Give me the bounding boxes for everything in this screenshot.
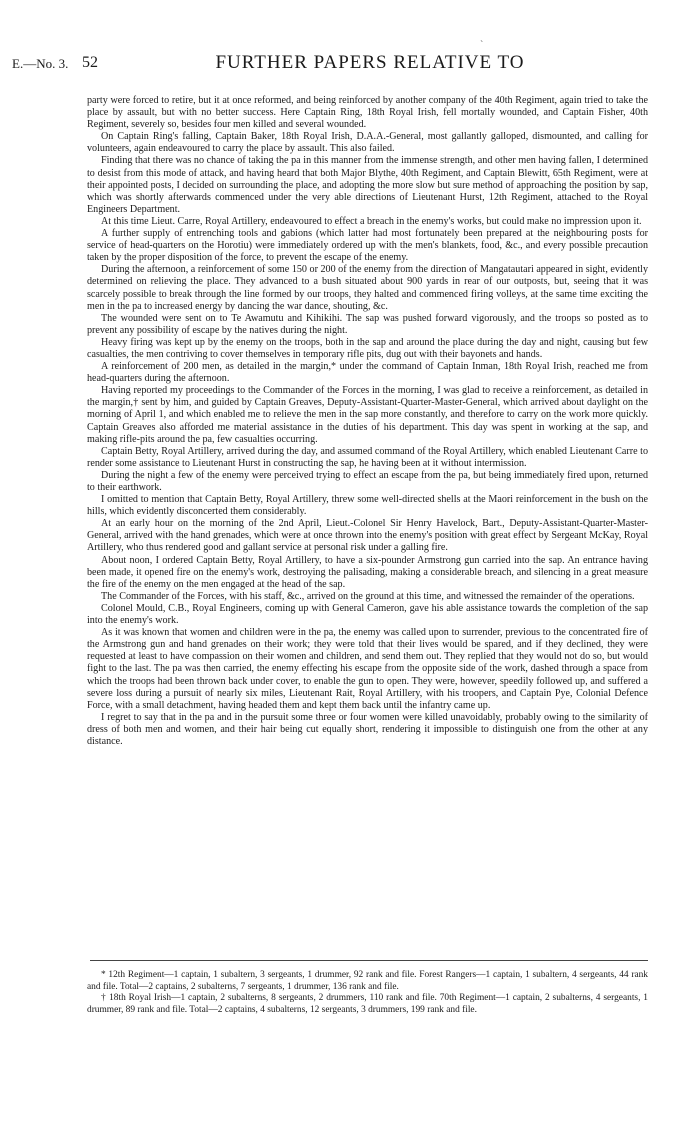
running-title: FURTHER PAPERS RELATIVE TO (215, 52, 525, 73)
paragraph: party were forced to retire, but it at once reformed, and being reinforced by another company of the 40th Regiment, again tried to take the place by assault, but with no better success. Here Captain Ring, 18th Royal Irish, fell mortally wounded, and Captain Fisher, 40th Regiment, severely so, besides four men killed and several wounded. (87, 95, 648, 131)
paragraph: I regret to say that in the pa and in the pursuit some three or four women were killed unavoidably, probably owing to the similarity of dress of both men and women, and their hair being cut equally short, rendering it impossible to distinguish one from the other at any distance. (87, 711, 648, 747)
paragraph: Finding that there was no chance of taking the pa in this manner from the immense strength, and other men having fallen, I determined to desist from this mode of attack, and having heard that both Major Blythe, 40th Regiment, and Captain Blewitt, 65th Regiment, were at their appointed posts, I decided on surrounding the place, and adopting the more slow but sure method of approaching the position by sap, which was shortly afterwards commenced under the very able directions of Lieutenant Hurst, 12th Regiment, attached to the Royal Engineers Department. (87, 155, 648, 215)
page-number: 52 (82, 54, 98, 71)
paragraph: The Commander of the Forces, with his staff, &c., arrived on the ground at this time, and witnessed the remainder of the operations. (101, 590, 635, 602)
document-reference: E.—No. 3. (12, 56, 69, 71)
paragraph: Having reported my proceedings to the Commander of the Forces in the morning, I was glad to receive a reinforcement, as detailed in the margin,† sent by him, and guided by Captain Greaves, Deputy-Assistant-Quarter-Master-General, which arrived about daylight on the morning of April 1, and which enabled me to relieve the men in the sap more constantly, and therefore to carry on the work more quickly. Captain Greaves also afforded me material assistance in the duties of his department. This day was spent in working at the sap, and making rifle-pits around the pa, few casualties occurring. (87, 385, 648, 445)
footnote: † 18th Royal Irish—1 captain, 2 subalterns, 8 sergeants, 2 drummers, 110 rank and file. 70th Regiment—1 captain, 2 subalterns, 4 sergeants, 1 drummer, 89 rank and file. Total—2 captains, 4 subalterns, 12 sergeants, 3 drummers, 199 rank and file. (87, 993, 648, 1015)
paragraph: During the night a few of the enemy were perceived trying to effect an escape from the pa, but being immediately fired upon, returned to their earthwork. (87, 469, 648, 493)
paragraph: A reinforcement of 200 men, as detailed in the margin,* under the command of Captain Inman, 18th Royal Irish, reached me from head-quarters during the afternoon. (87, 361, 648, 385)
footnotes (87, 970, 648, 1016)
page-header (0, 52, 700, 76)
paragraph: Heavy firing was kept up by the enemy on the troops, both in the sap and around the place during the day and night, causing but few casualties, the men contriving to cover themselves in temporary rifle pits, dug out with their bayonets and hands. (87, 336, 648, 360)
footnote-divider (90, 960, 648, 961)
margin-mark: ` (480, 40, 484, 51)
footnote: * 12th Regiment—1 captain, 1 subaltern, 3 sergeants, 1 drummer, 92 rank and file. Forest Rangers—1 captain, 1 subaltern, 4 sergeants, 44 rank and file. Total—2 captains, 2 subalterns, 7 sergeants, 1 drummer, 136 rank and file. (87, 970, 648, 992)
paragraph: The wounded were sent on to Te Awamutu and Kihikihi. The sap was pushed forward vigorously, and the troops so posted as to prevent any possibility of escape by the natives during the night. (87, 312, 648, 336)
paragraph: On Captain Ring's falling, Captain Baker, 18th Royal Irish, D.A.A.-General, most gallantly galloped, dismounted, and calling for volunteers, again endeavoured to carry the place by assault. This also failed. (87, 131, 648, 155)
paragraph: Captain Betty, Royal Artillery, arrived during the day, and assumed command of the Royal Artillery, which enabled Lieutenant Carre to render some assistance to Lieutenant Hurst in constructing the sap, he having been at it without intermission. (87, 445, 648, 469)
paragraph: As it was known that women and children were in the pa, the enemy was called upon to surrender, previous to the concentrated fire of the Armstrong gun and hand grenades on their work; they were told that their lives would be spared, and if they declined, they were requested at least to have compassion on their women and children, and send them out. They replied that they would not do so, but would fight to the last. The pa was then carried, the enemy effecting his escape from the opposite side of the work, dashed through a space from which the troops had been thrown back under cover, to enable the gun to open. They were, however, speedily followed up, and suffered a severe loss during a pursuit of nearly six miles, Lieutenant Rait, Royal Artillery, with his troopers, and Captain Pye, Colonial Defence Force, with a small detachment, having headed them and kept them back until the infantry came up. (87, 627, 648, 711)
paragraph: At this time Lieut. Carre, Royal Artillery, endeavoured to effect a breach in the enemy's works, but could make no impression upon it. (101, 215, 642, 227)
paragraph: I omitted to mention that Captain Betty, Royal Artillery, threw some well-directed shells at the Maori reinforcement in the bush on the hills, which evidently disconcerted them considerably. (87, 494, 648, 518)
paragraph: About noon, I ordered Captain Betty, Royal Artillery, to have a six-pounder Armstrong gun carried into the sap. An entrance having been made, it opened fire on the enemy's work, destroying the palisading, making a considerable breach, and silencing in a great measure the fire of the enemy on the men engaged at the head of the sap. (87, 554, 648, 590)
paragraph: A further supply of entrenching tools and gabions (which latter had most fortunately been prepared at the neighbouring posts for service of head-quarters on the Horotiu) were immediately ordered up with the men's blankets, food, &c., and every possible precaution taken by the proper disposition of the force, to prevent the escape of the enemy. (87, 228, 648, 264)
paragraph: During the afternoon, a reinforcement of some 150 or 200 of the enemy from the direction of Mangatautari appeared in sight, evidently determined on relieving the place. They advanced to a bush situated about 900 yards in rear of our outposts, but, seeing that it was scarcely possible to break through the line formed by our troops, they halted and commenced firing volleys, at the same time exciting the men in the pa to increased energy by dancing the war dance, shouting, &c. (87, 264, 648, 312)
report-body (87, 95, 648, 748)
paragraph: Colonel Mould, C.B., Royal Engineers, coming up with General Cameron, gave his able assistance towards the completion of the sap into the enemy's work. (87, 602, 648, 627)
paragraph: At an early hour on the morning of the 2nd April, Lieut.-Colonel Sir Henry Havelock, Bart., Deputy-Assistant-Quarter-Master-General, arrived with the hand grenades, which were at once thrown into the enemy's position with great effect by Sergeant McKay, Royal Artillery, who thus rendered good and gallant service at personal risk under a galling fire. (87, 518, 648, 554)
